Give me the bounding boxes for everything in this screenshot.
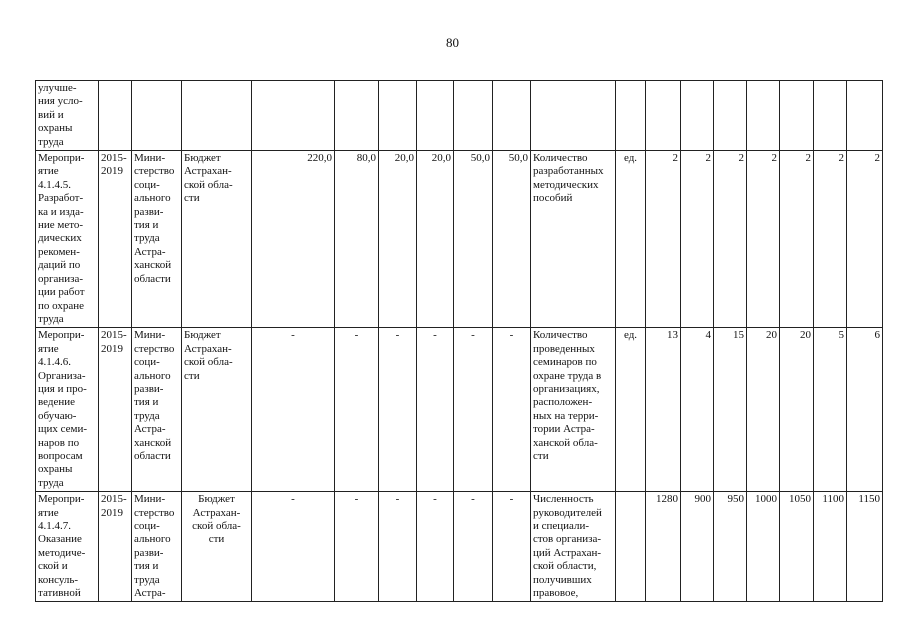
- indicator-cell: Количество разработанных методических пособий: [531, 151, 616, 328]
- executor-cell: Мини- стерство соци- ального разви- тия и труда Астра- ханской области: [132, 328, 182, 492]
- y2018-cell: 50,0: [454, 151, 493, 328]
- value-cell: [814, 81, 847, 151]
- event-cell: Меропри- ятие 4.1.4.5. Разработ- ка и изда- ние мето- дических рекомен- даций по организа- ции работ по охране труда: [36, 151, 99, 328]
- y2019-cell: -: [493, 328, 531, 492]
- value-cell: 2: [681, 151, 714, 328]
- y2018-cell: -: [454, 328, 493, 492]
- value-cell: 1050: [780, 492, 814, 602]
- y2015-cell: -: [335, 328, 379, 492]
- value-cell: 1280: [646, 492, 681, 602]
- value-cell: [747, 81, 780, 151]
- value-cell: [780, 81, 814, 151]
- event-cell: Меропри- ятие 4.1.4.6. Организа- ция и про- ведение обучаю- щих семи- наров по вопросам охраны труда: [36, 328, 99, 492]
- table-row: [36, 151, 883, 328]
- value-cell: [714, 81, 747, 151]
- total-cell: -: [252, 492, 335, 602]
- table-row: [36, 328, 883, 492]
- y2019-cell: [493, 81, 531, 151]
- value-cell: [681, 81, 714, 151]
- value-cell: 1150: [847, 492, 883, 602]
- value-cell: 950: [714, 492, 747, 602]
- value-cell: 2: [646, 151, 681, 328]
- event-cell: Меропри- ятие 4.1.4.7. Оказание методиче- ской и консуль- тативной: [36, 492, 99, 602]
- total-cell: -: [252, 328, 335, 492]
- years-cell: 2015- 2019: [99, 492, 132, 602]
- value-cell: 13: [646, 328, 681, 492]
- y2016-cell: -: [379, 328, 417, 492]
- value-cell: 900: [681, 492, 714, 602]
- years-cell: [99, 81, 132, 151]
- y2017-cell: -: [417, 328, 454, 492]
- source-cell: Бюджет Астрахан- ской обла- сти: [182, 328, 252, 492]
- y2017-cell: 20,0: [417, 151, 454, 328]
- y2016-cell: 20,0: [379, 151, 417, 328]
- y2017-cell: [417, 81, 454, 151]
- y2016-cell: -: [379, 492, 417, 602]
- total-cell: [252, 81, 335, 151]
- value-cell: 1000: [747, 492, 780, 602]
- unit-cell: ед.: [616, 151, 646, 328]
- executor-cell: Мини- стерство соци- ального разви- тия и труда Астра-: [132, 492, 182, 602]
- unit-cell: ед.: [616, 328, 646, 492]
- table-row: [36, 492, 883, 602]
- value-cell: 4: [681, 328, 714, 492]
- y2018-cell: [454, 81, 493, 151]
- value-cell: 20: [780, 328, 814, 492]
- value-cell: [646, 81, 681, 151]
- indicator-cell: Количество проведенных семинаров по охране труда в организациях, расположен- ных на терри- тории Астра- ханской обла- сти: [531, 328, 616, 492]
- value-cell: 6: [847, 328, 883, 492]
- page-number: 80: [446, 35, 459, 50]
- unit-cell: [616, 492, 646, 602]
- total-cell: 220,0: [252, 151, 335, 328]
- value-cell: 2: [747, 151, 780, 328]
- y2019-cell: -: [493, 492, 531, 602]
- value-cell: [847, 81, 883, 151]
- executor-cell: Мини- стерство соци- ального разви- тия и труда Астра- ханской области: [132, 151, 182, 328]
- y2017-cell: -: [417, 492, 454, 602]
- y2015-cell: 80,0: [335, 151, 379, 328]
- value-cell: 2: [847, 151, 883, 328]
- y2015-cell: [335, 81, 379, 151]
- value-cell: 20: [747, 328, 780, 492]
- indicator-cell: Численность руководителей и специали- стов организа- ций Астрахан- ской области, получивших правовое,: [531, 492, 616, 602]
- source-cell: Бюджет Астрахан- ской обла- сти: [182, 151, 252, 328]
- y2016-cell: [379, 81, 417, 151]
- event-cell: улучше- ния усло- вий и охраны труда: [36, 81, 99, 151]
- source-cell: [182, 81, 252, 151]
- source-cell: Бюджет Астрахан- ской обла- сти: [182, 492, 252, 602]
- executor-cell: [132, 81, 182, 151]
- unit-cell: [616, 81, 646, 151]
- value-cell: 2: [780, 151, 814, 328]
- value-cell: 5: [814, 328, 847, 492]
- years-cell: 2015- 2019: [99, 328, 132, 492]
- y2019-cell: 50,0: [493, 151, 531, 328]
- value-cell: 1100: [814, 492, 847, 602]
- indicator-cell: [531, 81, 616, 151]
- y2015-cell: -: [335, 492, 379, 602]
- y2018-cell: -: [454, 492, 493, 602]
- years-cell: 2015- 2019: [99, 151, 132, 328]
- table-row: [36, 81, 883, 151]
- value-cell: 15: [714, 328, 747, 492]
- value-cell: 2: [714, 151, 747, 328]
- value-cell: 2: [814, 151, 847, 328]
- program-table: [35, 80, 883, 602]
